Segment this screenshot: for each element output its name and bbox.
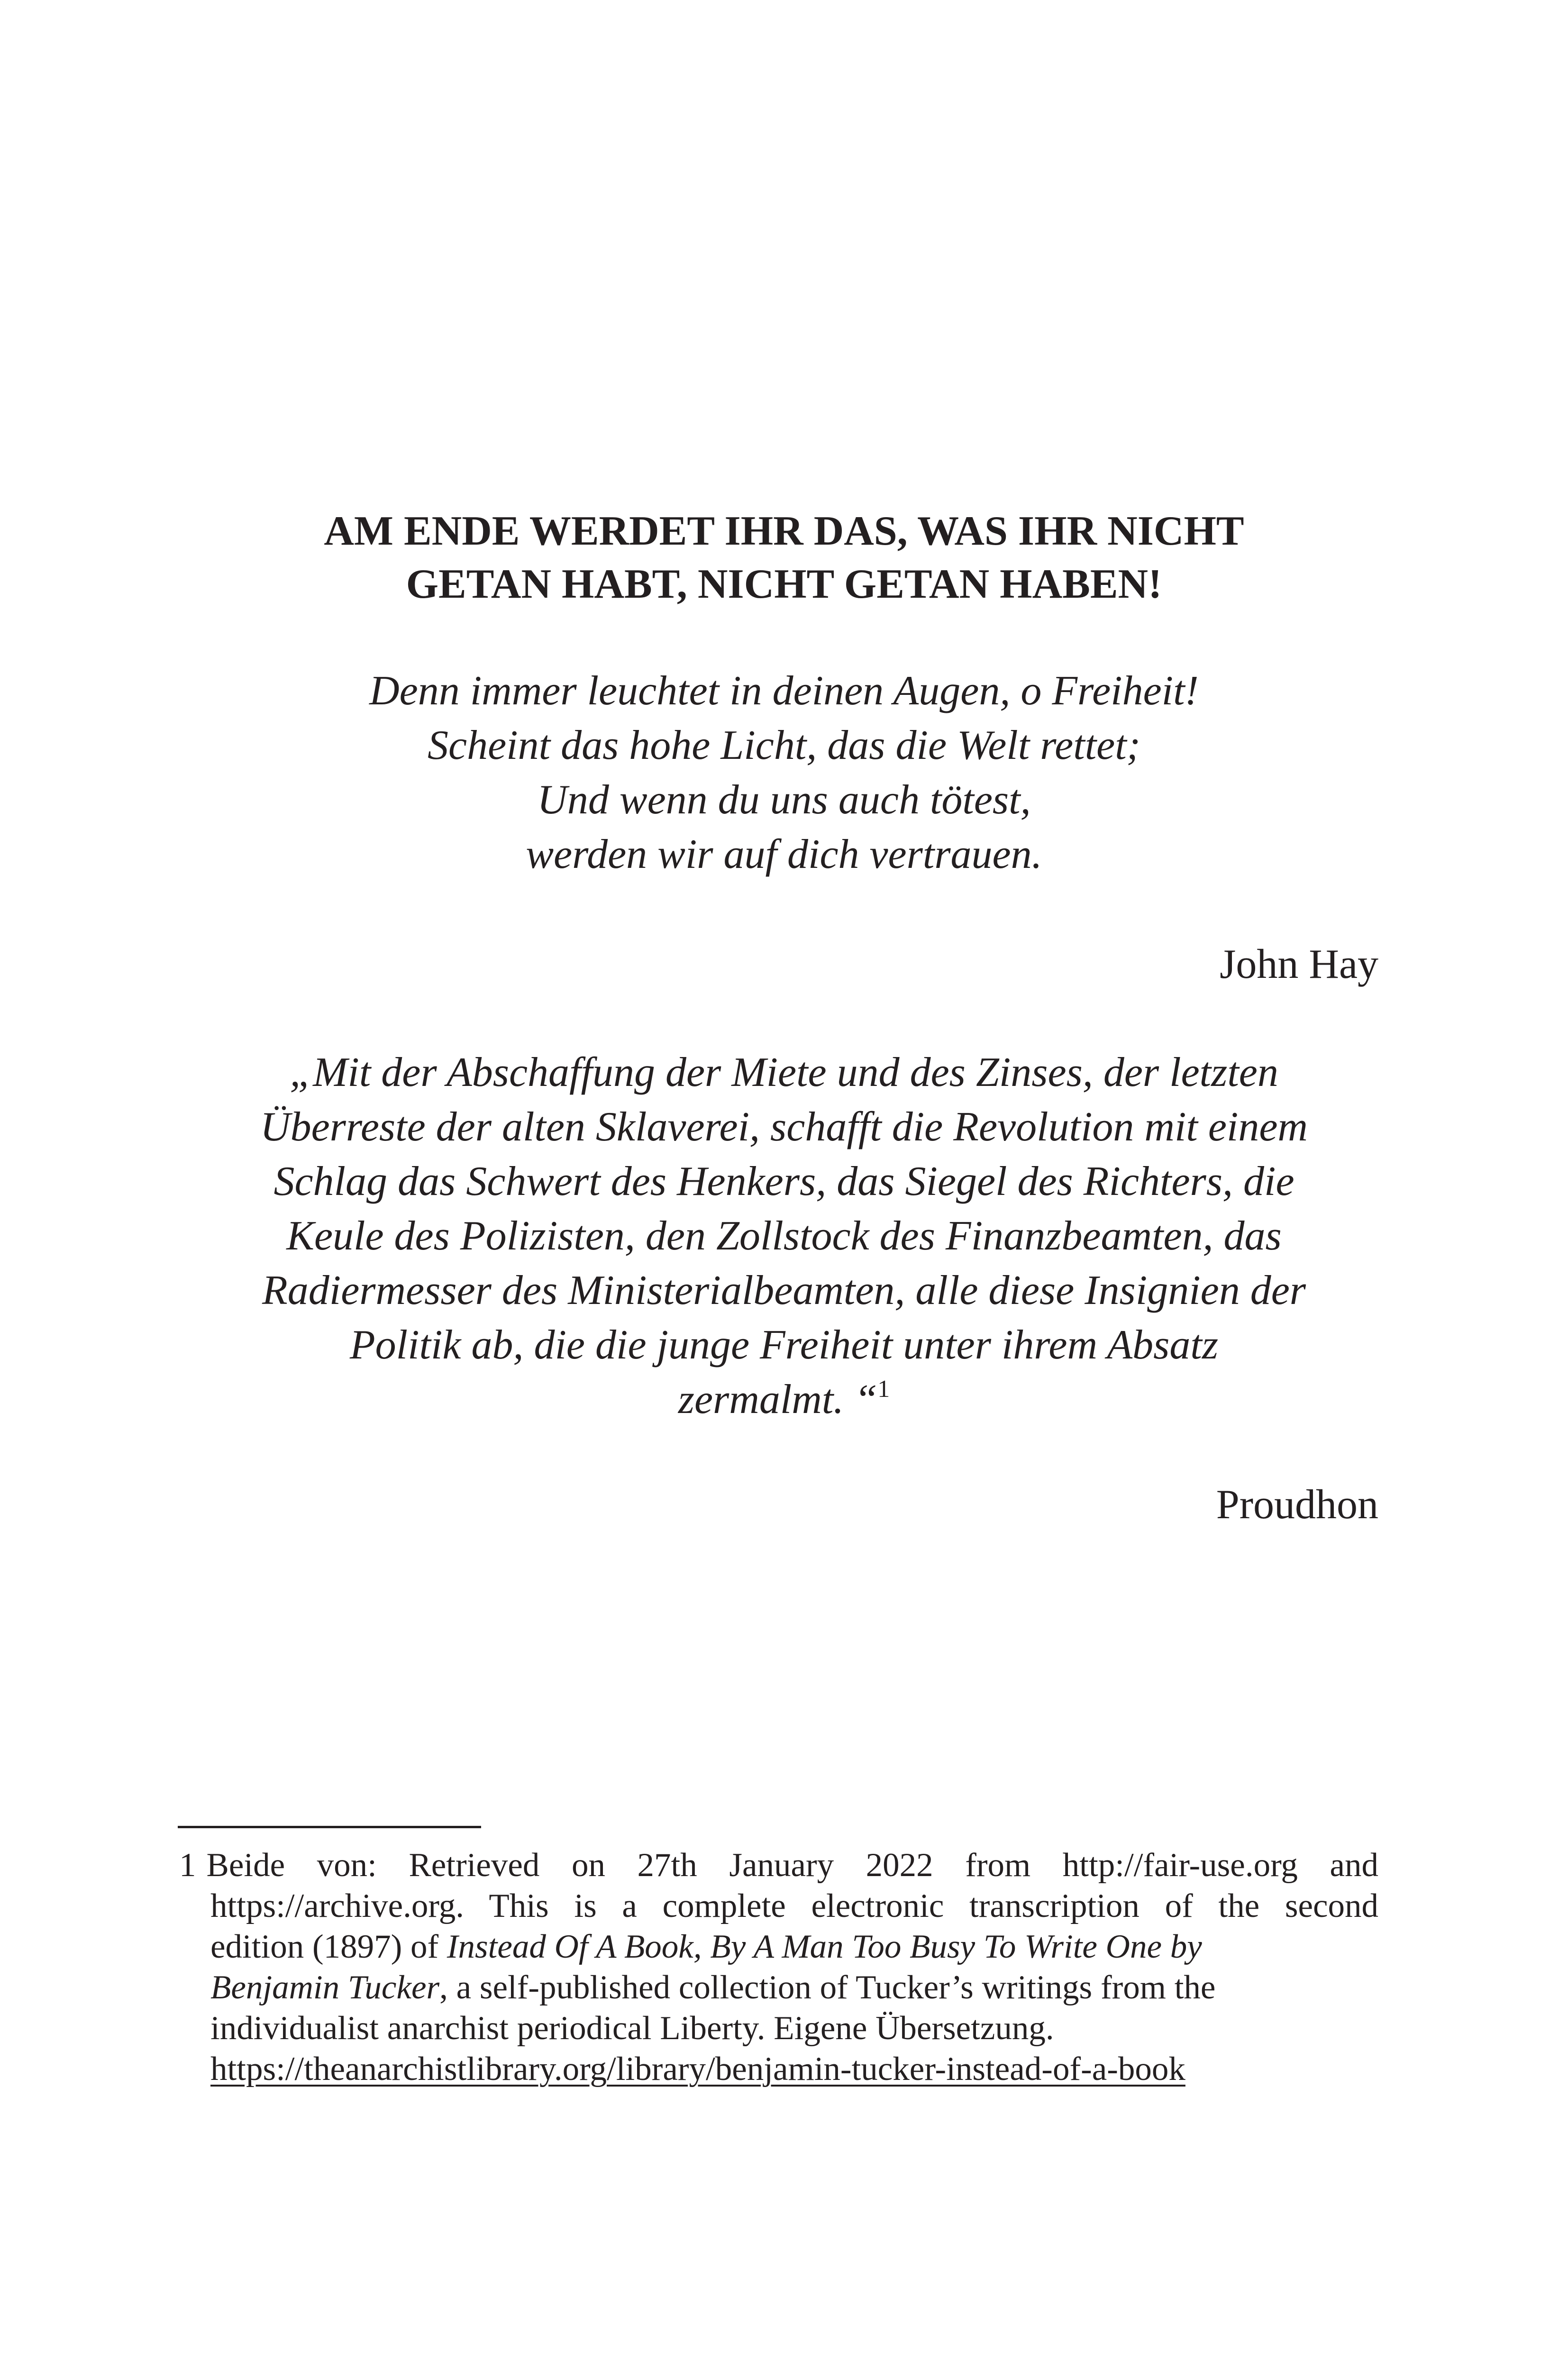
footnote-line-2-text: https://archive.org. This is a complete electronic transcription of the second	[210, 1887, 1378, 1924]
quote-line: „Mit der Abschaffung der Miete und des Zinses, der letzten	[290, 1049, 1278, 1095]
footnote-line-2	[179, 1886, 1378, 1926]
footnote-reference[interactable]: 1	[877, 1376, 890, 1403]
footnote-line-3	[179, 1926, 1378, 1967]
footnote-line-1-text: Beide von: Retrieved on 27th January 2022 from http://fair-use.org and	[206, 1847, 1378, 1884]
footnote-number: 1	[179, 1847, 196, 1884]
proudhon-quote	[185, 1045, 1383, 1427]
poem-epigraph	[190, 664, 1378, 882]
poem-line: Und wenn du uns auch tötest,	[537, 777, 1031, 823]
poem-line: Denn immer leuchtet in deinen Augen, o Freiheit!	[369, 668, 1199, 714]
footnote-line-4	[179, 1967, 1378, 2008]
footnote-line-4-post: , a self-published collection of Tucker’s writings from the	[439, 1969, 1216, 2006]
quote-line-text: zermalmt. “	[678, 1376, 878, 1422]
footnote-line-5-text: individualist anarchist periodical Liberty. Eigene Übersetzung.	[210, 2010, 1054, 2047]
poem-line: Scheint das hohe Licht, das die Welt rettet;	[428, 722, 1140, 768]
poem-author: John Hay	[1220, 941, 1378, 987]
book-title-part-2: Benjamin Tucker	[210, 1969, 440, 2006]
quote-line: Radiermesser des Ministerialbeamten, alle diese Insignien der	[262, 1267, 1306, 1313]
quote-line-last	[185, 1372, 1383, 1427]
quote-author: Proudhon	[1216, 1482, 1378, 1528]
poem-line: werden wir auf dich vertrauen.	[526, 831, 1042, 877]
quote-line: Schlag das Schwert des Henkers, das Siegel des Richters, die	[273, 1158, 1295, 1204]
footnote-line-5	[179, 2008, 1378, 2049]
heading-line-2: GETAN HABT, NICHT GETAN HABEN!	[406, 561, 1162, 607]
quote-line: Politik ab, die die junge Freiheit unter ihrem Absatz	[349, 1322, 1219, 1368]
footnote-separator	[178, 1826, 481, 1828]
footnote-line-3-pre: edition (1897) of	[210, 1928, 439, 1965]
footnote	[179, 1845, 1378, 2089]
chapter-heading	[190, 505, 1378, 611]
heading-line-1: AM ENDE WERDET IHR DAS, WAS IHR NICHT	[324, 508, 1244, 554]
quote-line: Keule des Polizisten, den Zollstock des Finanzbeamten, das	[286, 1213, 1282, 1259]
footnote-line-1	[179, 1845, 1378, 1886]
footnote-link[interactable]: https://theanarchistlibrary.org/library/benjamin-tucker-instead-of-a-book	[210, 2051, 1185, 2087]
book-title-part-1: Instead Of A Book, By A Man Too Busy To Write One by	[447, 1928, 1202, 1965]
quote-line: Überreste der alten Sklaverei, schafft die Revolution mit einem	[260, 1104, 1308, 1150]
footnote-line-6	[179, 2049, 1378, 2089]
